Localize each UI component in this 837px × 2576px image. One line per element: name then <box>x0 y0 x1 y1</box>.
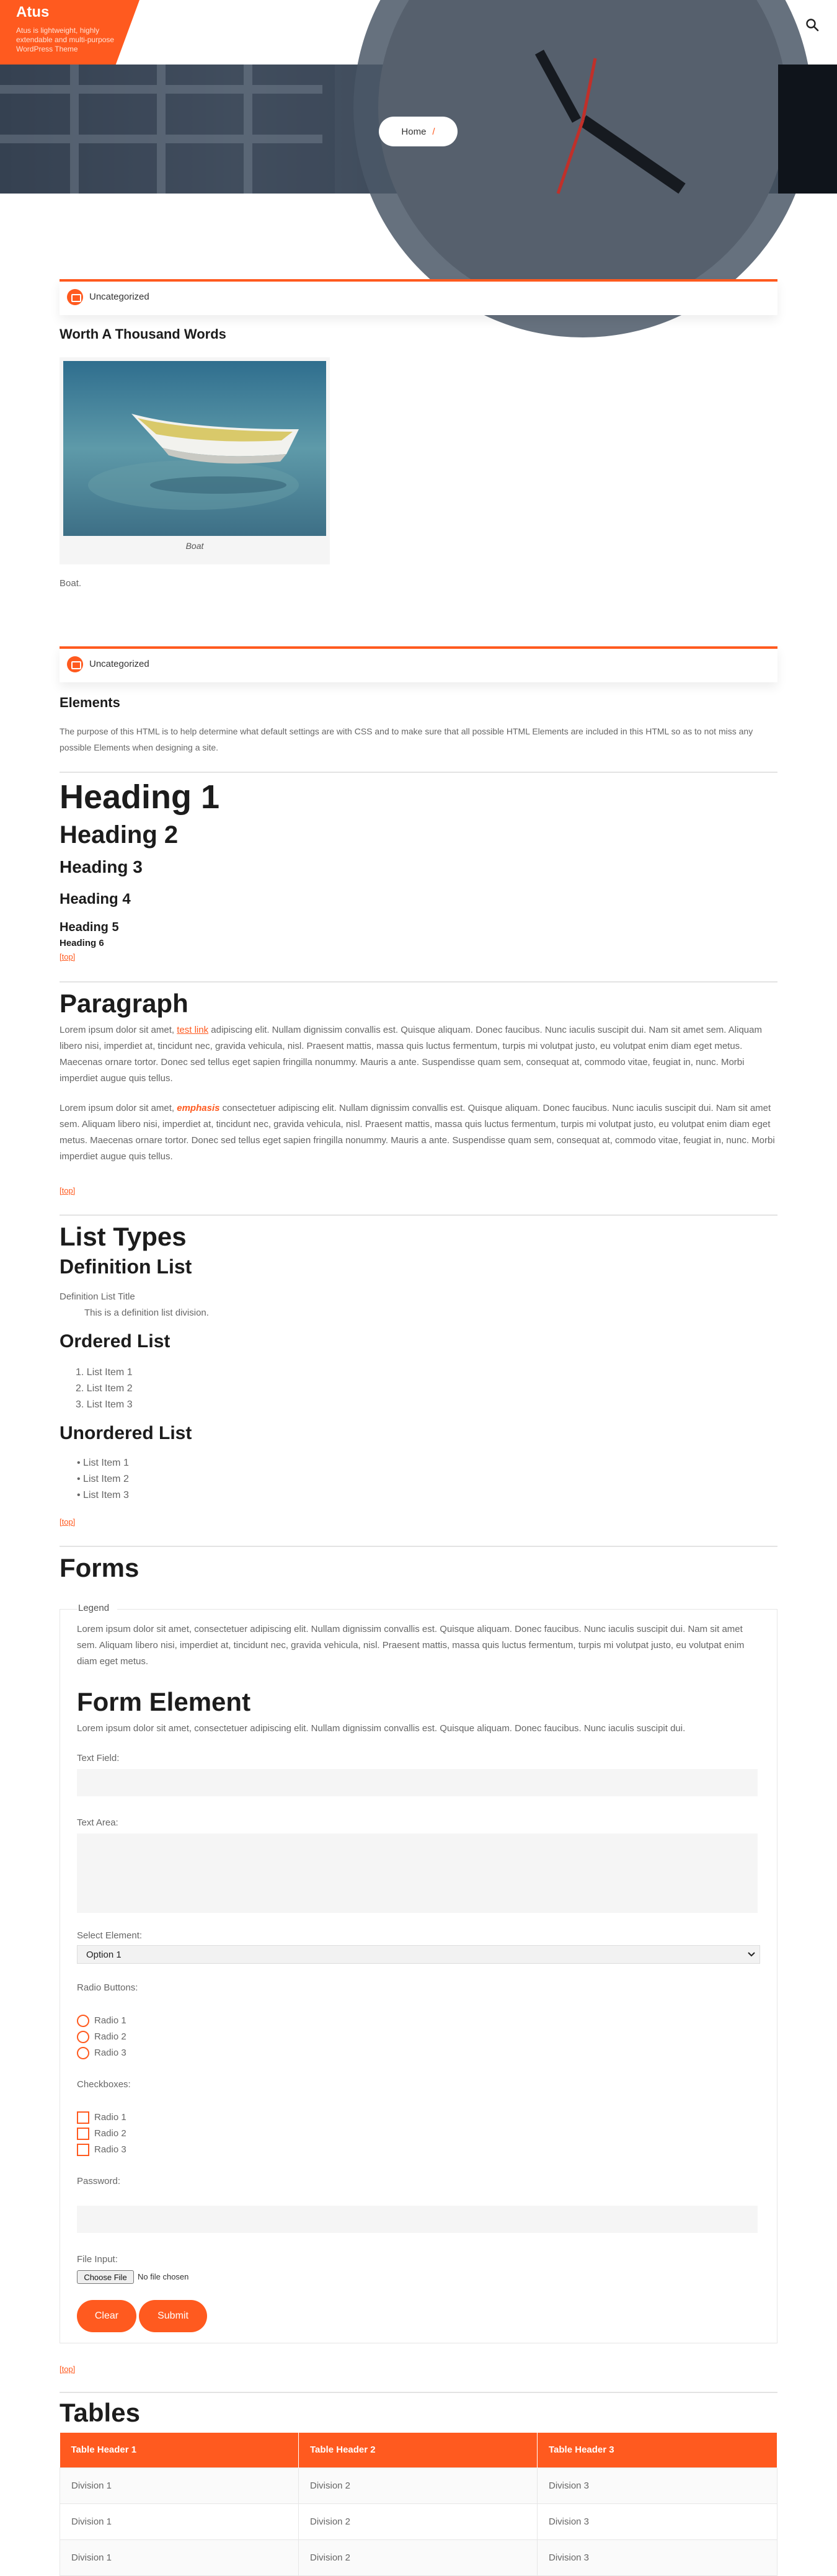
radio-1[interactable] <box>77 2015 89 2027</box>
unordered-list-title: Unordered List <box>60 1423 192 1443</box>
definition-list-title: Definition List <box>60 1255 192 1278</box>
list-item: 1. List Item 1 <box>76 1367 133 1378</box>
forms-title: Forms <box>60 1553 140 1582</box>
password-field[interactable] <box>77 2206 758 2233</box>
checkboxes-label: Checkboxes: <box>77 2079 131 2090</box>
table-cell: Division 2 <box>299 2467 538 2503</box>
breadcrumb-separator: / <box>432 126 435 137</box>
table-row <box>60 2503 777 2539</box>
post-excerpt: Boat. <box>60 578 82 589</box>
submit-button[interactable]: Submit <box>139 2300 207 2332</box>
table-row <box>60 2467 777 2503</box>
radio-buttons-label: Radio Buttons: <box>77 1982 138 1993</box>
top-link[interactable]: [top] <box>60 2364 76 2374</box>
category-link[interactable]: Uncategorized <box>89 292 149 302</box>
list-item: 2. List Item 2 <box>76 1383 133 1394</box>
figure-caption: Boat <box>185 541 204 551</box>
paragraph-1: Lorem ipsum dolor sit amet, test link adipiscing elit. Nullam dignissim convallis est. Quisque aliquam. Donec faucibus. Nunc iaculis suscipit dui. Nam sit amet sem. Aliquam libero nisi, imperdiet at, tincidunt nec, gravida vehicula, nisl. Praesent mattis, massa quis luctus fermentum, turpis mi volutpat justo, eu volutpat enim diam eget metus. Maecenas ornare tortor. Donec sed tellus eget sapien fringilla nonummy. Mauris a ante. Suspendisse quam sem, consequat at, commodo vitae, feugiat in, nunc. Morbi imperdiet augue quis tellus. <box>60 1025 762 1084</box>
definition-description: This is a definition list division. <box>84 1308 209 1318</box>
form-element-text: Lorem ipsum dolor sit amet, consectetuer adipiscing elit. Nullam dignissim convallis est. Quisque aliquam. Donec faucibus. Nunc iaculis suscipit dui. <box>77 1723 686 1734</box>
table-cell: Division 1 <box>60 2467 299 2503</box>
table-cell: Division 2 <box>299 2503 538 2539</box>
legend-text: Lorem ipsum dolor sit amet, consectetuer adipiscing elit. Nullam dignissim convallis est. Quisque aliquam. Donec faucibus. Nunc iaculis suscipit dui. Nam sit amet sem. Aliquam libero nisi, imperdiet at, tincidunt nec, gravida vehicula, nisl. Praesent mattis, massa quis luctus fermentum, turpis mi volutpat justo, eu volutpat enim diam eget metus. <box>77 1624 745 1667</box>
table-cell: Division 1 <box>60 2503 299 2539</box>
select-value: Option 1 <box>86 1949 122 1960</box>
site-title[interactable]: Atus <box>16 4 50 20</box>
figure <box>60 357 330 564</box>
tables-title: Tables <box>60 2398 140 2427</box>
heading-4: Heading 4 <box>60 891 131 907</box>
table-header: Table Header 3 <box>538 2433 777 2467</box>
radio-1-label: Radio 1 <box>94 2015 126 2026</box>
text-field-label: Text Field: <box>77 1753 120 1763</box>
radio-2-label: Radio 2 <box>94 2031 126 2042</box>
paragraph-title: Paragraph <box>60 989 188 1018</box>
form-element-title: Form Element <box>77 1687 251 1716</box>
divider <box>60 981 777 983</box>
table-cell: Division 2 <box>299 2539 538 2575</box>
definition-term: Definition List Title <box>60 1291 135 1302</box>
category-link[interactable]: Uncategorized <box>89 659 149 669</box>
list-item: • List Item 1 <box>77 1458 129 1468</box>
checkbox-2[interactable] <box>77 2128 89 2140</box>
fieldset <box>60 1609 777 2343</box>
site-tagline: Atus is lightweight, highly extendable and multi-purpose WordPress Theme <box>16 26 115 53</box>
test-link[interactable]: test link <box>177 1025 209 1035</box>
checkbox-1[interactable] <box>77 2111 89 2124</box>
select-element[interactable] <box>77 1945 760 1964</box>
password-label: Password: <box>77 2176 121 2186</box>
checkbox-3[interactable] <box>77 2144 89 2156</box>
list-item: • List Item 2 <box>77 1474 129 1484</box>
text-field[interactable] <box>77 1769 758 1796</box>
post-intro: The purpose of this HTML is to help determine what default settings are with CSS and to make sure that all possible HTML Elements are included in this HTML so as to not miss any possible Elements when designing a site. <box>60 726 753 752</box>
select-label: Select Element: <box>77 1930 143 1941</box>
radio-3-label: Radio 3 <box>94 2048 126 2058</box>
list-item: 3. List Item 3 <box>76 1399 133 1410</box>
file-input-label: File Input: <box>77 2254 118 2265</box>
heading-1: Heading 1 <box>60 778 220 816</box>
table-cell: Division 3 <box>538 2539 777 2575</box>
table-cell: Division 3 <box>538 2467 777 2503</box>
top-link[interactable]: [top] <box>60 1186 76 1195</box>
divider <box>60 1214 777 1216</box>
post-meta-card <box>60 279 777 315</box>
choose-file-button[interactable]: Choose File <box>77 2270 134 2284</box>
heading-5: Heading 5 <box>60 920 119 934</box>
post-title[interactable]: Elements <box>60 695 120 710</box>
top-link[interactable]: [top] <box>60 952 76 961</box>
breadcrumb <box>379 117 458 146</box>
data-table <box>60 2433 777 2576</box>
search-icon[interactable] <box>805 17 820 32</box>
chevron-down-icon <box>747 1950 756 1958</box>
divider <box>60 772 777 773</box>
text-area-label: Text Area: <box>77 1817 118 1828</box>
boat-image <box>63 361 326 536</box>
list-types-title: List Types <box>60 1222 187 1251</box>
post-title[interactable]: Worth A Thousand Words <box>60 326 226 342</box>
ordered-list-title: Ordered List <box>60 1331 170 1352</box>
radio-2[interactable] <box>77 2031 89 2043</box>
heading-2: Heading 2 <box>60 821 179 849</box>
breadcrumb-home[interactable]: Home <box>401 126 427 137</box>
legend: Legend <box>78 1603 110 1613</box>
heading-3: Heading 3 <box>60 857 143 876</box>
checkbox-1-label: Radio 1 <box>94 2112 126 2123</box>
table-cell: Division 3 <box>538 2503 777 2539</box>
unordered-list <box>77 1455 129 1504</box>
heading-6: Heading 6 <box>60 938 104 948</box>
text-area[interactable] <box>77 1834 758 1913</box>
list-item: • List Item 3 <box>77 1490 129 1500</box>
hero-banner <box>0 65 837 194</box>
post-meta-card <box>60 646 777 682</box>
folder-icon <box>67 289 83 305</box>
table-header: Table Header 1 <box>60 2433 299 2467</box>
folder-icon <box>67 656 83 672</box>
table-cell: Division 1 <box>60 2539 299 2575</box>
checkbox-3-label: Radio 3 <box>94 2144 126 2155</box>
ordered-list <box>76 1365 133 1413</box>
divider <box>60 1546 777 1547</box>
top-link[interactable]: [top] <box>60 1517 76 1526</box>
paragraph-2: Lorem ipsum dolor sit amet, emphasis consectetuer adipiscing elit. Nullam dignissim convallis est. Quisque aliquam. Donec faucibus. Nunc iaculis suscipit dui. Nam sit amet sem. Aliquam libero nisi, imperdiet at, tincidunt nec, gravida vehicula, nisl. Praesent mattis, massa quis luctus fermentum, turpis mi volutpat justo, eu volutpat enim diam eget metus. Maecenas ornare tortor. Donec sed tellus eget sapien fringilla nonummy. Mauris a ante. Suspendisse quam sem, consequat at, commodo vitae, feugiat in, nunc. Morbi imperdiet augue quis tellus. <box>60 1103 775 1162</box>
table-header-row <box>60 2433 777 2467</box>
radio-3[interactable] <box>77 2047 89 2059</box>
file-status: No file chosen <box>138 2272 189 2281</box>
divider <box>60 2392 777 2393</box>
table-row <box>60 2539 777 2575</box>
clear-button[interactable]: Clear <box>77 2300 136 2332</box>
emphasis-text: emphasis <box>177 1103 220 1113</box>
checkbox-2-label: Radio 2 <box>94 2128 126 2139</box>
table-header: Table Header 2 <box>299 2433 538 2467</box>
